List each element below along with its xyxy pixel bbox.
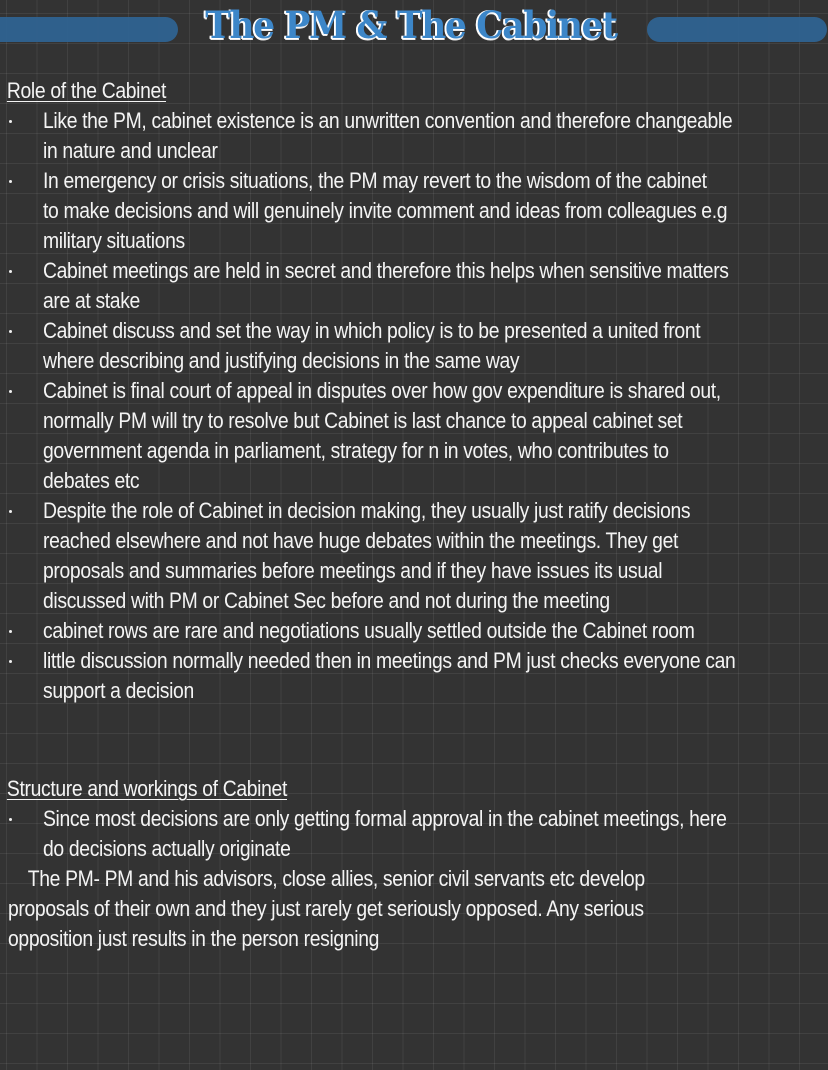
paragraph <box>0 864 828 954</box>
title-decoration-bar-left <box>0 17 178 42</box>
page-title: The PM & The Cabinet <box>205 3 617 47</box>
section-structure-and-workings <box>0 774 828 954</box>
bullet-dot-icon <box>9 630 12 633</box>
bullet-item <box>0 616 828 646</box>
bullet-line: Cabinet is final court of appeal in disputes over how gov expenditure is shared out, <box>43 378 721 403</box>
bullet-line: in nature and unclear <box>43 138 218 163</box>
bullet-item <box>0 166 828 256</box>
bullet-line: government agenda in parliament, strategy for n in votes, who contributes to <box>43 438 669 463</box>
bullet-line: normally PM will try to resolve but Cabinet is last chance to appeal cabinet set <box>43 408 683 433</box>
bullet-line: Like the PM, cabinet existence is an unwritten convention and therefore changeable <box>43 108 733 133</box>
bullet-line: cabinet rows are rare and negotiations usually settled outside the Cabinet room <box>43 618 695 643</box>
bullet-item <box>0 496 828 616</box>
bullet-line: support a decision <box>43 678 194 703</box>
bullet-item <box>0 646 828 706</box>
bullet-dot-icon <box>9 180 12 183</box>
bullet-dot-icon <box>9 330 12 333</box>
bullet-dot-icon <box>9 660 12 663</box>
paragraph-line: The PM- PM and his advisors, close allies, senior civil servants etc develop <box>8 866 645 891</box>
bullet-line: are at stake <box>43 288 140 313</box>
bullet-dot-icon <box>9 120 12 123</box>
bullet-dot-icon <box>9 818 12 821</box>
bullet-item <box>0 106 828 166</box>
bullet-line: In emergency or crisis situations, the PM may revert to the wisdom of the cabinet <box>43 168 707 193</box>
section-heading <box>0 774 712 804</box>
bullet-line: reached elsewhere and not have huge debates within the meetings. They get <box>43 528 679 553</box>
bullet-dot-icon <box>9 270 12 273</box>
paragraph-line: opposition just results in the person resigning <box>8 926 380 951</box>
bullet-line: do decisions actually originate <box>43 836 291 861</box>
bullet-line: proposals and summaries before meetings and if they have issues its usual <box>43 558 663 583</box>
bullet-line: Despite the role of Cabinet in decision making, they usually just ratify decisions <box>43 498 691 523</box>
bullet-line: to make decisions and will genuinely invite comment and ideas from colleagues e.g <box>43 198 728 223</box>
bullet-item <box>0 804 828 864</box>
section-heading-text: Structure and workings of Cabinet <box>6 776 288 801</box>
title-decoration-bar-right <box>647 17 827 42</box>
bullet-line: discussed with PM or Cabinet Sec before and not during the meeting <box>43 588 610 613</box>
section-heading-text: Role of the Cabinet <box>6 78 167 103</box>
bullet-item <box>0 256 828 316</box>
paragraph-line: proposals of their own and they just rarely get seriously opposed. Any serious <box>8 896 644 921</box>
bullet-dot-icon <box>9 390 12 393</box>
bullet-line: Since most decisions are only getting formal approval in the cabinet meetings, here <box>43 806 727 831</box>
bullet-line: military situations <box>43 228 185 253</box>
section-role-of-cabinet <box>0 76 828 706</box>
bullet-item <box>0 316 828 376</box>
section-spacer <box>0 706 828 774</box>
notes-content <box>0 76 828 954</box>
bullet-line: Cabinet meetings are held in secret and therefore this helps when sensitive matters <box>43 258 729 283</box>
bullet-dot-icon <box>9 510 12 513</box>
bullet-line: where describing and justifying decisions in the same way <box>43 348 520 373</box>
bullet-line: debates etc <box>43 468 140 493</box>
bullet-line: Cabinet discuss and set the way in which policy is to be presented a united front <box>43 318 701 343</box>
section-heading <box>0 76 712 106</box>
bullet-item <box>0 376 828 496</box>
bullet-line: little discussion normally needed then in meetings and PM just checks everyone can <box>43 648 736 673</box>
